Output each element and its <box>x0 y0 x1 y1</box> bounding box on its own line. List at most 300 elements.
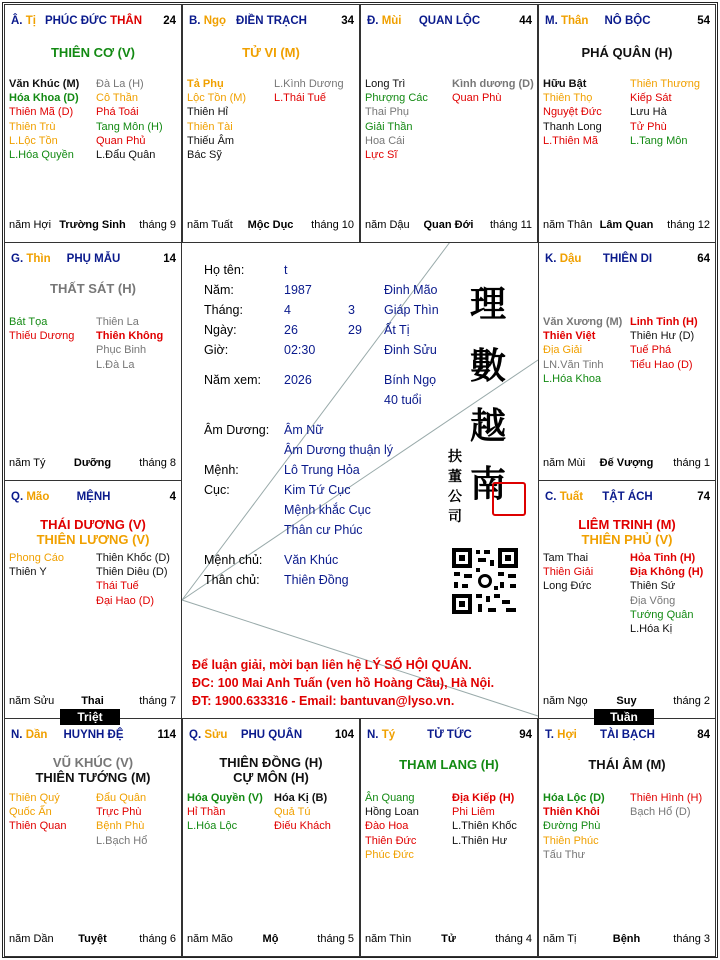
chi-label: Hợi <box>557 729 577 741</box>
footer-month: tháng 7 <box>139 695 176 707</box>
minor-star: L.Kình Dương <box>274 78 344 90</box>
minor-star: Thiên Diêu (D) <box>96 566 168 579</box>
minor-star: Nguyệt Đức <box>543 106 602 119</box>
palace-name <box>545 15 710 27</box>
main-star: THIÊN ĐỒNG (H) <box>219 755 323 770</box>
footer-stage: Quan Đới <box>423 219 474 231</box>
palace-number: 44 <box>519 15 532 27</box>
minor-star: Thiên Trù <box>9 120 56 133</box>
palace-footer <box>543 695 710 708</box>
palace-label: THIÊN DI <box>602 253 653 265</box>
star-list-right <box>630 791 716 819</box>
footer-stage: Suy <box>616 695 637 707</box>
palace-label: HUYNH ĐỆ <box>63 729 124 741</box>
minor-star: Tử Phù <box>630 120 667 133</box>
chi-label: Dần <box>25 729 48 741</box>
footer-year: năm Tị <box>543 933 577 945</box>
minor-star: Cô Thần <box>96 92 138 105</box>
minor-star: Thiên Thọ <box>543 92 593 105</box>
palace-footer <box>9 933 176 946</box>
palace-name <box>545 491 710 503</box>
palace-header <box>545 491 710 505</box>
minor-star: Địa Không (H) <box>630 566 704 579</box>
minor-star: Thai Phụ <box>365 106 410 119</box>
minor-star: Thiên Y <box>9 566 47 579</box>
chi-label: Dậu <box>559 253 582 265</box>
palace-number: 24 <box>163 15 176 27</box>
palace-cell-ty[interactable] <box>4 4 182 243</box>
am-duong-label: Âm Dương: <box>204 423 270 437</box>
tuoi-value: 40 tuổi <box>384 393 422 407</box>
footer-year: năm Tuất <box>187 219 233 231</box>
footer-month: tháng 2 <box>673 695 710 707</box>
palace-footer <box>365 933 532 946</box>
can-label: G. <box>11 253 24 265</box>
star-list-left <box>9 315 95 343</box>
star-list-left <box>187 791 273 834</box>
footer-stage: Lâm Quan <box>599 219 654 231</box>
minor-star: L.Thiên Hư <box>452 834 508 847</box>
menh-chu-label: Mệnh chủ: <box>204 553 263 567</box>
footer-year: năm Ngọ <box>543 695 588 707</box>
thang-duong: 4 <box>284 303 291 317</box>
footer-stage: Thai <box>81 695 104 707</box>
main-star: THÁI ÂM (M) <box>588 757 666 772</box>
logo-char-1: 理 <box>470 283 507 325</box>
minor-star: Hóa Quyền (V) <box>187 792 263 804</box>
palace-footer <box>187 933 354 946</box>
footer-year: năm Thìn <box>365 933 412 945</box>
footer-month: tháng 5 <box>317 933 354 945</box>
minor-star: L.Bạch Hổ <box>96 834 148 847</box>
minor-star: Quan Phù <box>452 92 502 105</box>
red-seal-stamp <box>492 482 526 516</box>
palace-cell-than_cell[interactable] <box>538 4 716 243</box>
palace-header <box>367 729 532 743</box>
palace-name <box>11 491 176 503</box>
nam-label: Năm: <box>204 283 234 297</box>
palace-label: PHÚC ĐỨC <box>44 15 107 27</box>
minor-star: Văn Xương (M) <box>543 316 623 328</box>
palace-footer <box>9 457 176 470</box>
minor-star: Linh Tinh (H) <box>630 316 698 328</box>
star-list-right <box>630 77 716 148</box>
minor-star: Đường Phù <box>543 820 601 833</box>
minor-star: Kiếp Sát <box>630 92 672 105</box>
minor-star: LN.Văn Tinh <box>543 358 604 371</box>
chi-label: Thìn <box>26 253 51 265</box>
chi-label: Tị <box>25 15 36 27</box>
logo-sub-3: 公 <box>448 489 462 505</box>
footer-stage: Trường Sinh <box>59 219 126 231</box>
triet-badge: Triệt <box>60 709 120 725</box>
minor-star: Tang Môn (H) <box>96 120 163 133</box>
can-label: T. <box>545 729 554 741</box>
star-list-left <box>187 77 273 162</box>
menh-value: Lô Trung Hỏa <box>284 463 360 477</box>
palace-header <box>189 729 354 743</box>
palace-label: TÀI BẠCH <box>600 729 655 741</box>
nam-value: 1987 <box>284 283 312 297</box>
star-list-left <box>543 791 629 862</box>
minor-star: Thiên Tài <box>187 120 233 133</box>
footer-month: tháng 3 <box>673 933 710 945</box>
minor-star: Thiên Khốc (D) <box>96 552 170 564</box>
palace-footer <box>365 219 532 232</box>
palace-header <box>11 253 176 267</box>
palace-number: 84 <box>697 729 710 741</box>
footer-stage: Bệnh <box>612 933 641 945</box>
minor-star: Thiên Hình (H) <box>630 792 703 804</box>
nam-xem-value: 2026 <box>284 373 312 387</box>
can-label: Đ. <box>367 15 379 27</box>
minor-star: L.Thiên Khốc <box>452 820 517 833</box>
palace-cell-mui[interactable] <box>360 4 538 243</box>
minor-star: Tiểu Hao (D) <box>630 358 693 371</box>
palace-header <box>367 15 532 29</box>
cuc-value: Kim Tứ Cục <box>284 483 351 497</box>
minor-star: Thiên Khôi <box>543 806 600 819</box>
minor-star: Thiên Thương <box>630 78 701 90</box>
palace-header <box>545 15 710 29</box>
minor-star: Lưu Hà <box>630 106 667 119</box>
footer-stage: Mộc Dục <box>247 219 294 231</box>
footer-month: tháng 6 <box>139 933 176 945</box>
minor-star: Thiếu Âm <box>187 134 235 147</box>
minor-star: Tả Phụ <box>187 78 224 90</box>
nam-xem-label: Năm xem: <box>204 373 261 387</box>
palace-label: PHỤ MẪU <box>66 253 121 265</box>
palace-cell-mao[interactable] <box>4 480 182 719</box>
footer-month: tháng 9 <box>139 219 176 231</box>
minor-star: Phi Liêm <box>452 806 495 819</box>
main-star: THẤT SÁT (H) <box>50 281 136 296</box>
minor-star: Hỉ Thần <box>187 806 226 819</box>
minor-star: L.Hóa Kị <box>630 623 673 636</box>
minor-star: Hồng Loan <box>365 806 419 819</box>
palace-number: 104 <box>334 729 354 741</box>
footer-year: năm Thân <box>543 219 593 231</box>
star-list-right <box>96 791 182 848</box>
star-list-right <box>630 315 716 372</box>
footer-stage: Đế Vượng <box>599 457 654 469</box>
minor-star: Thiên Hỉ <box>187 106 228 119</box>
minor-star: Tam Thai <box>543 552 589 564</box>
minor-star: Tấu Thư <box>543 848 586 861</box>
minor-star: Thiếu Dương <box>9 330 75 343</box>
ho-ten-label: Họ tên: <box>204 263 245 277</box>
palace-footer <box>187 219 354 232</box>
minor-star: Địa Giải <box>543 344 583 357</box>
minor-star: Thiên La <box>96 316 139 328</box>
palace-cell-ty2[interactable] <box>360 718 538 957</box>
footer-year: năm Dậu <box>365 219 410 231</box>
main-star: THIÊN CƠ (V) <box>50 45 136 60</box>
minor-star: Lộc Tồn (M) <box>187 92 247 105</box>
star-list-right <box>452 791 538 848</box>
minor-star: Điếu Khách <box>274 820 331 833</box>
star-list-right <box>96 315 182 372</box>
palace-name <box>545 729 710 741</box>
logo-char-3: 越 <box>470 405 507 447</box>
minor-star: Địa Võng <box>630 594 676 607</box>
palace-header <box>545 253 710 267</box>
menh-label: Mệnh: <box>204 463 239 477</box>
minor-star: Ân Quang <box>365 792 415 804</box>
minor-star: L.Lộc Tồn <box>9 134 58 147</box>
minor-star: Quốc Ấn <box>9 806 52 819</box>
star-list-right <box>630 551 716 636</box>
palace-label: TẬT ÁCH <box>602 491 653 503</box>
minor-star: Thiên Quan <box>9 820 67 833</box>
thang-label: Tháng: <box>204 303 243 317</box>
logo-char-2: 數 <box>470 345 507 387</box>
minor-star: Hoa Cái <box>365 134 405 147</box>
star-list-left <box>543 551 629 594</box>
minor-star: Quan Phủ <box>96 134 146 147</box>
minor-star: Địa Kiếp (H) <box>452 792 515 804</box>
minor-star: Lực Sĩ <box>365 149 398 162</box>
minor-star: Giải Thần <box>365 120 413 133</box>
main-star: TỬ VI (M) <box>242 45 300 60</box>
minor-star: Bạch Hổ (D) <box>630 806 691 819</box>
minor-star: Kình dương (D) <box>452 78 534 90</box>
palace-number: 54 <box>697 15 710 27</box>
star-list-right <box>96 77 182 162</box>
minor-star: Quả Tú <box>274 806 311 819</box>
minor-star: L.Tang Môn <box>630 134 688 147</box>
menh-chu-value: Văn Khúc <box>284 553 339 567</box>
palace-label: NÔ BỘC <box>604 15 651 27</box>
minor-star: L.Hóa Khoa <box>543 372 602 385</box>
qr-code-icon[interactable] <box>450 546 520 616</box>
palace-number: 14 <box>163 253 176 265</box>
can-label: N. <box>11 729 23 741</box>
palace-cell-dan[interactable] <box>4 718 182 957</box>
chi-label: Sửu <box>204 729 228 741</box>
minor-star: Thanh Long <box>543 120 602 133</box>
minor-star: Bát Tọa <box>9 316 48 328</box>
tuan-badge: Tuần <box>594 709 654 725</box>
palace-label: MỆNH <box>76 491 111 503</box>
minor-star: Bệnh Phù <box>96 820 145 833</box>
minor-star: L.Đà La <box>96 358 135 371</box>
chi-label: Tý <box>381 729 396 741</box>
gio-label: Giờ: <box>204 343 229 357</box>
palace-cell-suu[interactable] <box>182 718 360 957</box>
main-star: THIÊN TƯỚNG (M) <box>35 770 151 785</box>
can-label: N. <box>367 729 379 741</box>
palace-name <box>367 15 532 27</box>
chi-label: Mão <box>26 491 50 503</box>
gio-can-chi: Đinh Sửu <box>384 343 437 357</box>
can-label: M. <box>545 15 558 27</box>
palace-footer <box>543 219 710 232</box>
main-star: THIÊN LƯƠNG (V) <box>36 532 150 547</box>
chi-label: Tuất <box>559 491 584 503</box>
palace-name <box>11 729 176 741</box>
thang-am: 3 <box>348 303 355 317</box>
palace-number: 74 <box>697 491 710 503</box>
star-list-left <box>9 551 95 579</box>
can-label: Q. <box>189 729 202 741</box>
footer-year: năm Sửu <box>9 695 55 707</box>
main-star: THIÊN PHỦ (V) <box>581 532 673 547</box>
palace-cell-hoi[interactable] <box>538 718 716 957</box>
star-list-left <box>543 315 629 386</box>
minor-star: Thiên Việt <box>543 330 596 343</box>
minor-star: Thiên Phúc <box>543 834 599 847</box>
star-list-left <box>365 791 451 862</box>
palace-footer <box>9 695 176 708</box>
minor-star: Phượng Các <box>365 92 428 105</box>
main-star: LIÊM TRINH (M) <box>578 517 676 532</box>
palace-cell-thin[interactable] <box>4 242 182 481</box>
palace-header <box>11 491 176 505</box>
palace-header <box>545 729 710 743</box>
palace-name <box>11 15 176 27</box>
palace-footer <box>543 457 710 470</box>
palace-name <box>545 253 710 265</box>
can-label: Â. <box>11 15 23 27</box>
ngay-can-chi: Ất Tị <box>384 323 410 337</box>
main-star: CỰ MÔN (H) <box>233 770 309 785</box>
star-list-left <box>9 791 95 834</box>
minor-star: Bác Sỹ <box>187 149 222 162</box>
minor-star: Đào Hoa <box>365 820 409 833</box>
minor-star: L.Hóa Quyền <box>9 149 74 162</box>
minor-star: Hóa Kị (B) <box>274 792 328 804</box>
minor-star: Đại Hao (D) <box>96 594 155 607</box>
chi-label: Thân <box>560 15 589 27</box>
footer-month: tháng 11 <box>489 219 532 231</box>
can-label: Q. <box>11 491 24 503</box>
minor-star: Phục Binh <box>96 344 147 357</box>
am-duong-value: Âm Nữ <box>284 423 324 437</box>
footer-stage: Dưỡng <box>73 457 112 469</box>
can-label: K. <box>545 253 557 265</box>
chi-label: Mùi <box>381 15 402 27</box>
minor-star: Long Đức <box>543 580 592 593</box>
minor-star: Tướng Quân <box>630 608 694 621</box>
than-marker: THÂN <box>110 15 143 27</box>
am-duong-ly: Âm Dương thuận lý <box>284 443 393 457</box>
minor-star: Thiên Quý <box>9 792 60 804</box>
ngay-duong: 26 <box>284 323 298 337</box>
logo-sub-4: 司 <box>448 509 462 525</box>
nam-xem-can-chi: Bính Ngọ <box>384 373 437 387</box>
minor-star: Thái Tuế <box>96 580 139 593</box>
star-list-left <box>9 77 95 162</box>
palace-header <box>11 15 176 29</box>
than-chu-value: Thiên Đồng <box>284 573 349 587</box>
chi-label: Ngọ <box>203 15 227 27</box>
footer-stage: Mộ <box>262 933 279 945</box>
minor-star: Hóa Lộc (D) <box>543 792 605 804</box>
logo-sub-1: 扶 <box>448 449 462 465</box>
palace-name <box>367 729 532 741</box>
palace-name <box>189 15 354 27</box>
palace-name <box>11 253 176 265</box>
palace-cell-ngo[interactable] <box>182 4 360 243</box>
minor-star: Văn Khúc (M) <box>9 78 80 90</box>
minor-star: L.Đẩu Quân <box>96 149 156 162</box>
footer-month: tháng 1 <box>673 457 710 469</box>
footer-year: năm Dần <box>9 933 54 945</box>
minor-star: Đà La (H) <box>96 78 144 90</box>
minor-star: L.Thiên Mã <box>543 134 599 147</box>
palace-number: 4 <box>169 491 176 503</box>
cuc-label: Cục: <box>204 483 230 497</box>
minor-star: Phúc Đức <box>365 848 414 861</box>
minor-star: Thiên Mã (D) <box>9 106 74 119</box>
minor-star: Hóa Khoa (D) <box>9 92 79 105</box>
minor-star: L.Thái Tuế <box>274 92 326 105</box>
palace-label: PHU QUÂN <box>240 729 303 741</box>
footer-month: tháng 8 <box>139 457 176 469</box>
palace-number: 34 <box>341 15 354 27</box>
star-list-right <box>96 551 182 608</box>
footer-year: năm Tý <box>9 457 46 469</box>
center-info-panel <box>180 240 536 716</box>
palace-header <box>189 15 354 29</box>
can-label: B. <box>189 15 201 27</box>
minor-star: Long Trì <box>365 78 406 90</box>
gio-value: 02:30 <box>284 343 316 357</box>
than-chu-label: Thân chủ: <box>204 573 260 587</box>
palace-footer <box>9 219 176 232</box>
ho-ten-value: t <box>284 263 288 277</box>
main-star: THAM LANG (H) <box>399 757 499 772</box>
contact-phone-email[interactable]: ĐT: 1900.633316 - Email: bantuvan@lyso.vn. <box>192 694 455 708</box>
minor-star: L.Hóa Lộc <box>187 820 238 833</box>
star-list-right <box>274 77 360 105</box>
minor-star: Thiên Đức <box>365 834 417 847</box>
ngay-am: 29 <box>348 323 362 337</box>
star-list-left <box>365 77 451 162</box>
main-star: VŨ KHÚC (V) <box>52 755 134 770</box>
palace-cell-dau[interactable] <box>538 242 716 481</box>
cuc-relation: Mệnh khắc Cục <box>284 503 371 517</box>
minor-star: Hữu Bật <box>543 78 587 90</box>
minor-star: Phá Toái <box>96 106 139 119</box>
minor-star: Thiên Giải <box>543 566 594 579</box>
palace-name <box>189 729 354 741</box>
can-label: C. <box>545 491 557 503</box>
palace-label: QUAN LỘC <box>418 15 481 27</box>
footer-month: tháng 10 <box>311 219 354 231</box>
minor-star: Trực Phù <box>96 806 142 819</box>
main-star: PHÁ QUÂN (H) <box>581 45 673 60</box>
footer-year: năm Mùi <box>543 457 586 469</box>
contact-line-1: Để luận giải, mời bạn liên hệ LÝ SỐ HỘI QUÁN. <box>192 658 472 672</box>
palace-number: 94 <box>519 729 532 741</box>
minor-star: Thiên Sứ <box>630 580 676 593</box>
palace-cell-tuat[interactable] <box>538 480 716 719</box>
star-list-left <box>543 77 629 148</box>
footer-year: năm Mão <box>187 933 233 945</box>
minor-star: Phong Cáo <box>9 552 65 564</box>
star-list-right <box>452 77 538 105</box>
nam-can-chi: Đinh Mão <box>384 283 438 297</box>
logo-sub-2: 董 <box>448 469 462 485</box>
footer-month: tháng 4 <box>495 933 532 945</box>
footer-stage: Tử <box>441 933 456 945</box>
footer-month: tháng 12 <box>667 219 710 231</box>
than-cu: Thân cư Phúc <box>284 523 363 537</box>
main-star: THÁI DƯƠNG (V) <box>40 517 146 532</box>
palace-label: ĐIỀN TRẠCH <box>236 15 307 27</box>
